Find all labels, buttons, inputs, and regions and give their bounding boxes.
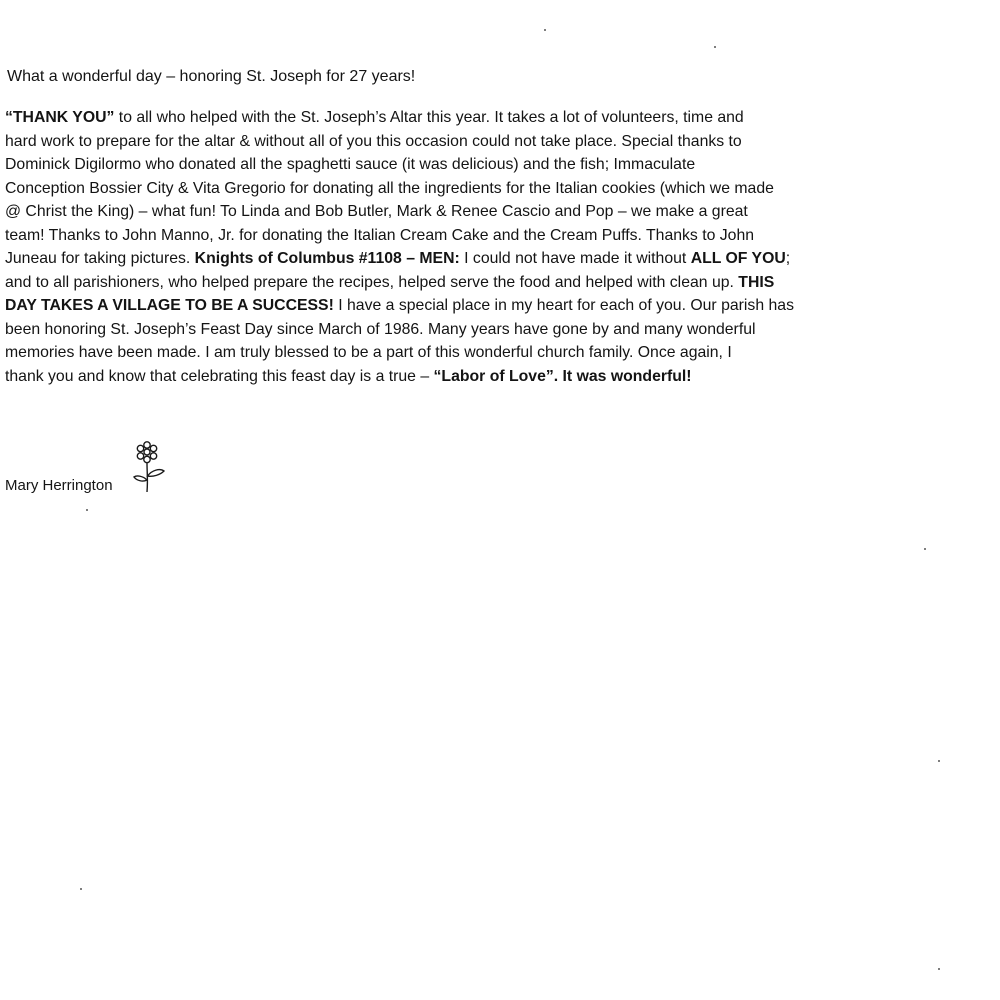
text-run: Dominick Digilormo who donated all the spaghetti sauce (it was delicious) and the fish; Immaculate	[5, 156, 696, 173]
bold-text: “THANK YOU”	[5, 109, 115, 126]
letter-line	[5, 130, 900, 154]
text-run: I have a special place in my heart for each of you. Our parish has	[333, 297, 794, 314]
scan-speck	[714, 46, 716, 48]
text-run: Juneau for taking pictures.	[5, 250, 195, 267]
text-run: I could not have made it without	[459, 250, 691, 267]
letter-line	[5, 224, 900, 248]
letter-line	[5, 177, 900, 201]
bold-text: “Labor of Love”. It was wonderful!	[433, 367, 692, 385]
flower-icon	[132, 440, 172, 496]
bold-text: ALL OF YOU	[690, 250, 786, 267]
text-run: and to all parishioners, who helped prepare the recipes, helped serve the food and helped with clean up.	[5, 273, 739, 291]
text-run: to all who helped with the St. Joseph’s Altar this year. It takes a lot of volunteers, time and	[114, 109, 744, 126]
text-run: memories have been made. I am truly blessed to be a part of this wonderful church family. Once again, I	[5, 344, 732, 361]
scan-speck	[924, 548, 926, 550]
letter-heading: What a wonderful day – honoring St. Joseph for 27 years!	[7, 68, 416, 85]
letter-line	[5, 106, 900, 130]
letter-line	[5, 153, 900, 177]
text-run: team! Thanks to John Manno, Jr. for donating the Italian Cream Cake and the Cream Puffs. Thanks to John	[5, 226, 755, 244]
scan-speck	[938, 968, 940, 970]
letter-line	[5, 365, 900, 389]
bold-text: THIS	[738, 273, 775, 291]
scan-speck	[86, 509, 88, 511]
text-run: been honoring St. Joseph’s Feast Day since March of 1986. Many years have gone by and many wonderful	[5, 320, 756, 338]
letter-line	[5, 318, 900, 342]
text-run: ;	[785, 250, 791, 267]
letter-line	[5, 247, 900, 271]
text-run: Conception Bossier City & Vita Gregorio for donating all the ingredients for the Italian cookies (which we made	[5, 179, 774, 197]
signature-name: Mary Herrington	[5, 477, 113, 494]
text-run: @ Christ the King) – what fun! To Linda and Bob Butler, Mark & Renee Cascio and Pop – we make a great	[5, 203, 748, 220]
letter-line	[5, 341, 900, 365]
letter-body	[5, 106, 900, 388]
scan-speck	[80, 888, 82, 890]
letter-line	[5, 200, 900, 224]
letter-line	[5, 294, 900, 318]
bold-text: Knights of Columbus #1108 – MEN:	[194, 250, 460, 267]
bold-text: DAY TAKES A VILLAGE TO BE A SUCCESS!	[5, 297, 334, 314]
text-run: thank you and know that celebrating this feast day is a true –	[5, 367, 434, 385]
letter-line	[5, 271, 900, 295]
scan-speck	[544, 29, 546, 31]
text-run: hard work to prepare for the altar & without all of you this occasion could not take place. Special thanks to	[5, 132, 742, 150]
scan-speck	[938, 760, 940, 762]
